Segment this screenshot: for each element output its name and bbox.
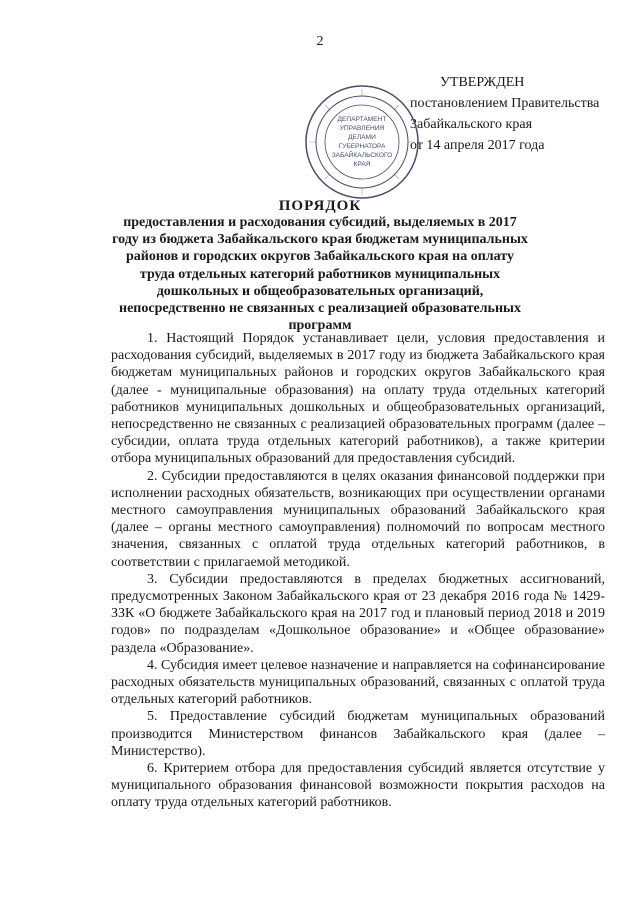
approval-block	[410, 72, 599, 156]
approval-line-1: постановлением Правительства	[410, 96, 600, 111]
approval-line-3: от 14 апреля 2017 года	[410, 138, 545, 153]
seal-outer-ring	[306, 86, 418, 198]
paragraph: 5. Предоставление субсидий бюджетам муниципальных образований производится Министерством финансов Забайкальского края (далее – Министерство).	[111, 709, 605, 759]
seal-text-3: ДЕЛАМИ	[348, 134, 376, 141]
seal-center-text	[332, 116, 393, 168]
seal-text-6: КРАЯ	[353, 161, 371, 168]
seal-text-5: ЗАБАЙКАЛЬСКОГО	[331, 152, 393, 159]
document-body	[111, 330, 605, 812]
approved-heading: УТВЕРЖДЕН	[440, 75, 525, 90]
approval-line-2: Забайкальского края	[410, 117, 533, 132]
paragraph: 2. Субсидии предоставляются в целях оказания финансовой поддержки при исполнении расходных обязательств, возникающих при осуществлении органами местного самоуправления муниципальных образований Забайкальского края (далее – органы местного самоуправления) полномочий по вопросам местного значения, связанных с оплатой труда отдельных категорий работников, в соответствии с прилагаемой методикой.	[111, 468, 605, 570]
document-subtitle: предоставления и расходования субсидий, выделяемых в 2017 году из бюджета Забайкальского края бюджетам муниципальных районов и городских округов Забайкальского края на оплату труда отдельных категорий работников муниципальных дошкольных и общеобразовательных организаций, непосредственно не связанных с реализацией образовательных программ	[112, 215, 528, 334]
paragraph: 6. Критерием отбора для предоставления субсидий является отсутствие у муниципального образования финансовой возможности покрытия расходов на оплату труда отдельных категорий работников.	[111, 761, 605, 811]
official-seal	[304, 84, 420, 200]
paragraph: 3. Субсидии предоставляются в пределах бюджетных ассигнований, предусмотренных Законом Забайкальского края от 23 декабря 2016 года № 1429-ЗЗК «О бюджете Забайкальского края на 2017 год и плановый период 2018 и 2019 годов» по подразделам «Дошкольное образование» и «Общее образование» раздела «Образование».	[111, 571, 605, 656]
seal-text-2: УПРАВЛЕНИЯ	[339, 125, 385, 132]
seal-text-4: ГУБЕРНАТОРА	[338, 143, 386, 150]
document-title: ПОРЯДОК	[278, 198, 362, 214]
paragraph: 4. Субсидия имеет целевое назначение и направляется на софинансирование расходных обязательств муниципальных образований, связанных с оплатой труда отдельных категорий работников.	[111, 657, 605, 708]
paragraph: 1. Настоящий Порядок устанавливает цели, условия предоставления и расходования субсидий, выделяемых в 2017 году из бюджета Забайкальского края бюджетам муниципальных районов и городских округов Забайкальского края (далее - муниципальные образования) на оплату труда отдельных категорий работников муниципальных дошкольных и общеобразовательных организаций, непосредственно не связанных с реализацией образовательных программ (далее – субсидии, оплата труда отдельных категорий работников), а также критерии отбора муниципальных образований для предоставления субсидий.	[111, 331, 605, 467]
page-number: 2	[316, 34, 324, 49]
seal-text-1: ДЕПАРТАМЕНТ	[337, 116, 387, 123]
